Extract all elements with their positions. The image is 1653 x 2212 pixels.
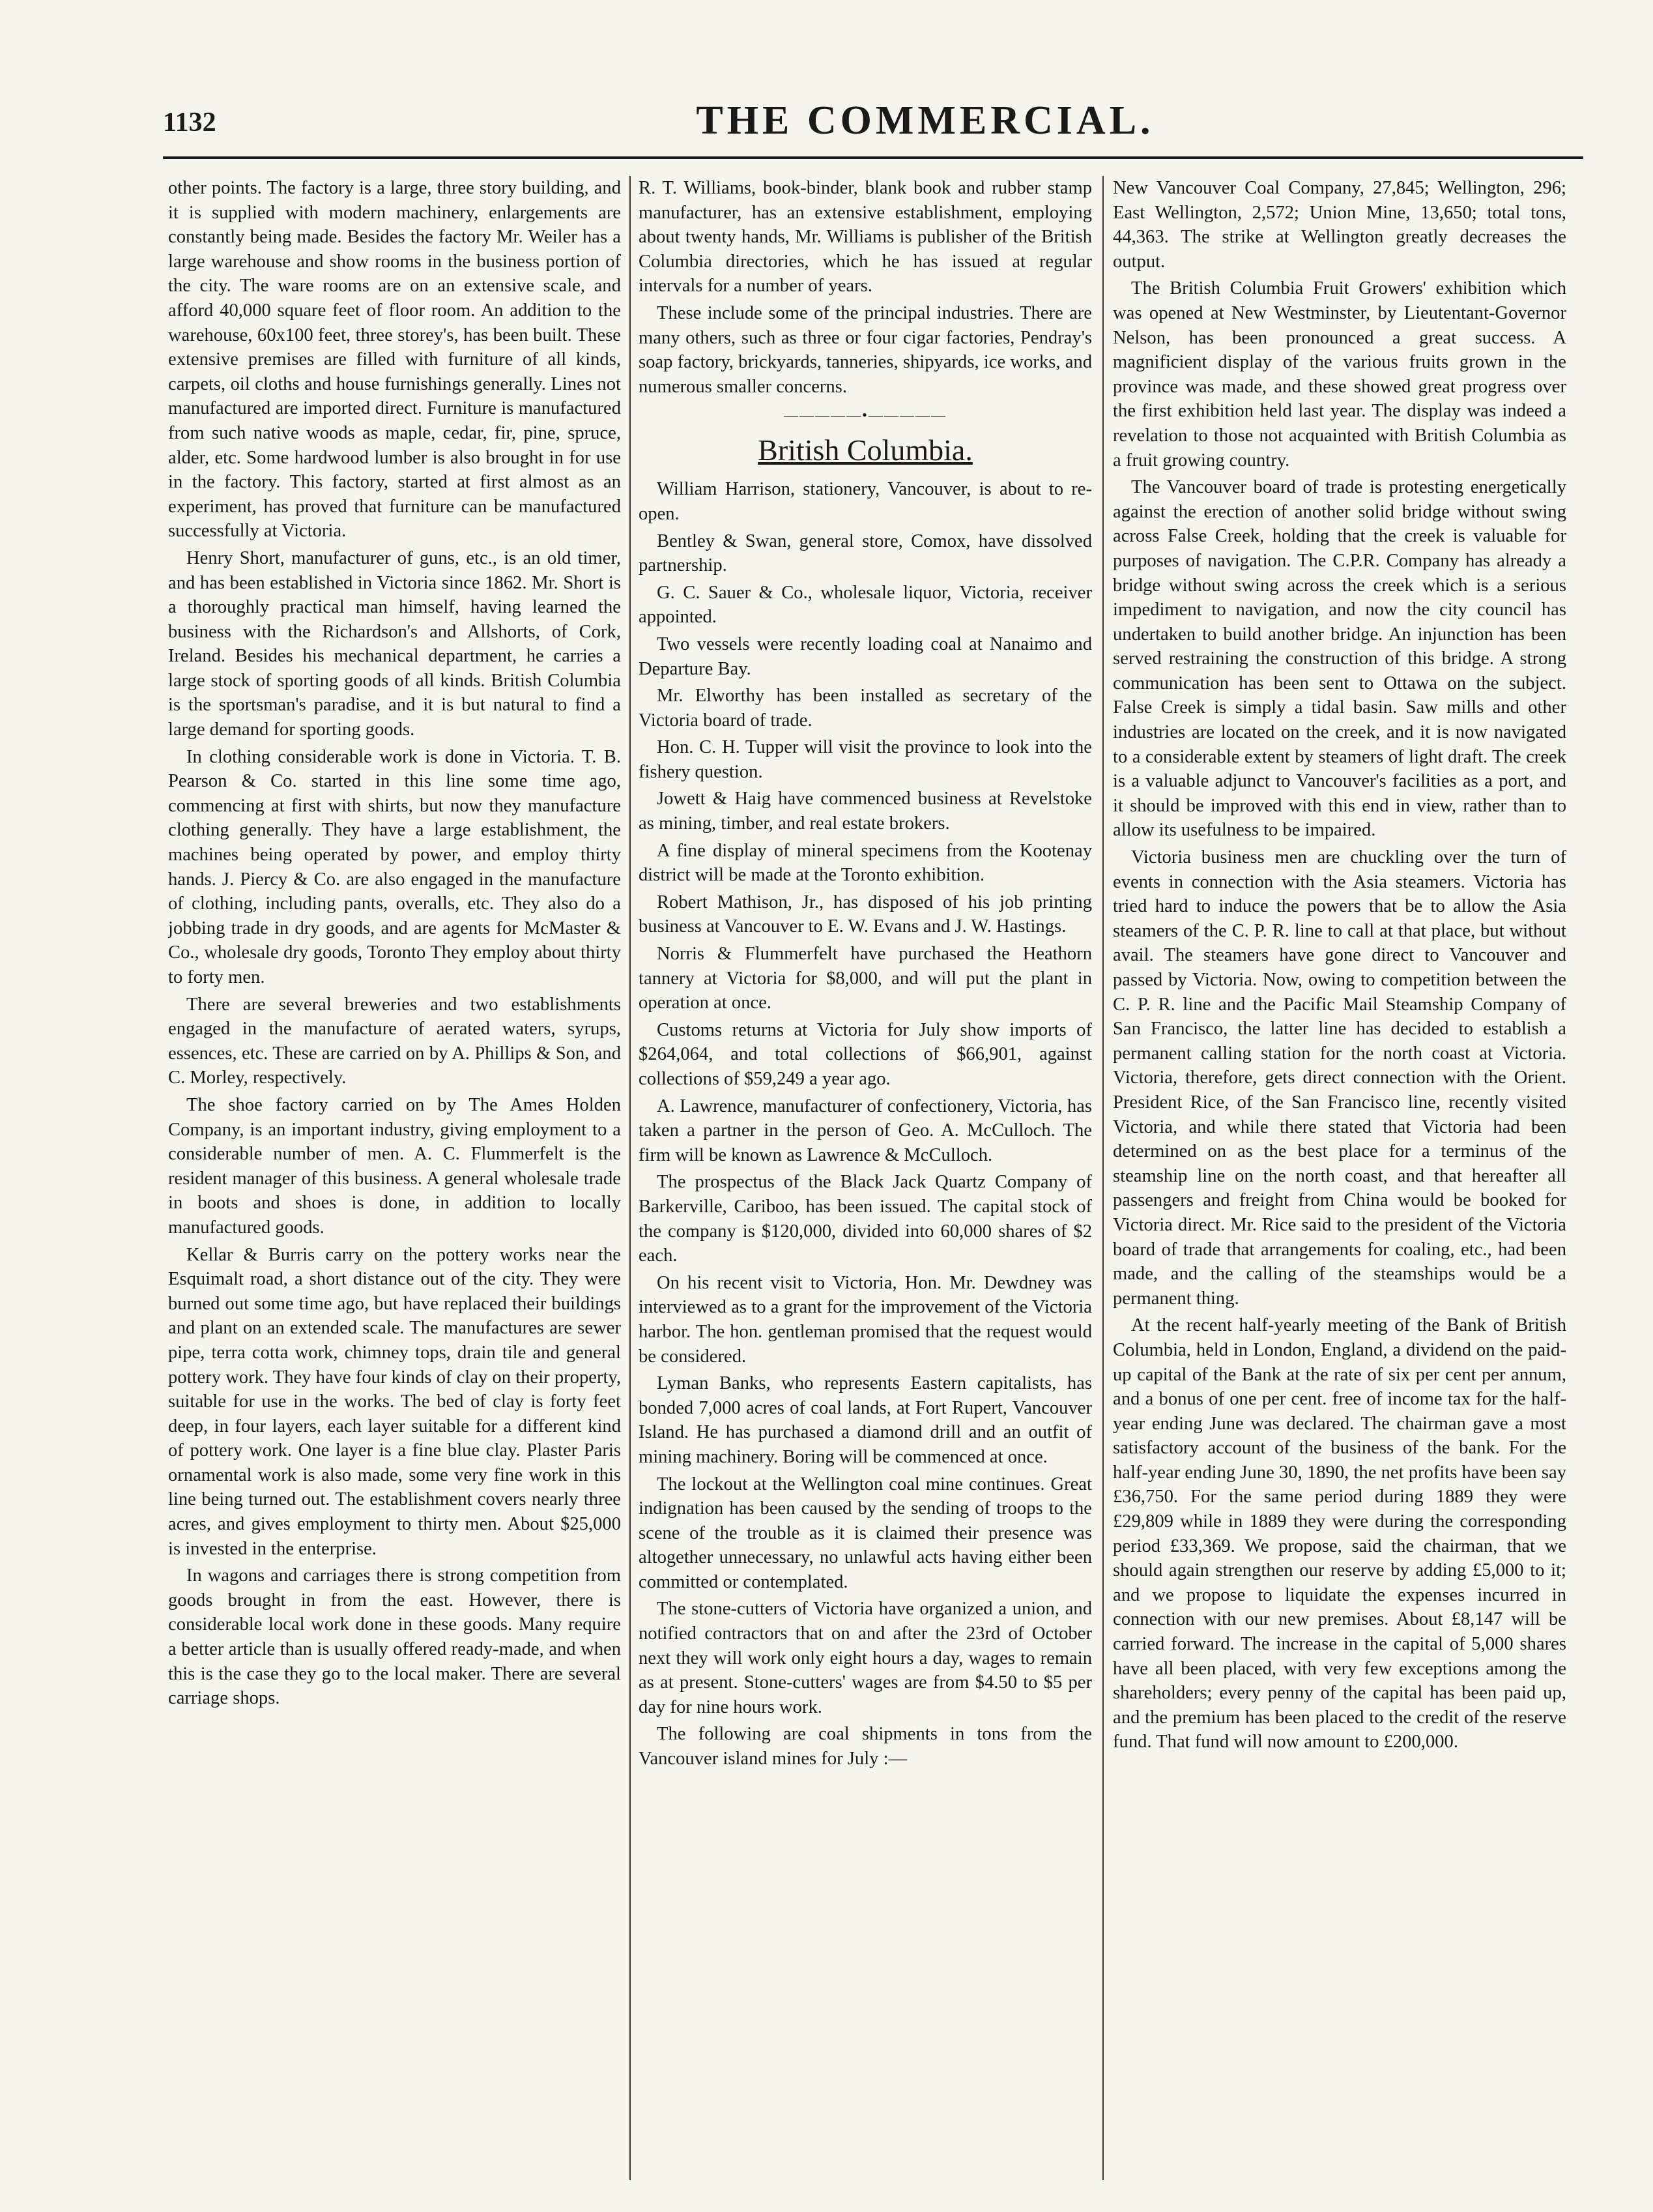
news-item: Norris & Flummerfelt have purchased the Heathorn tannery at Victoria for $8,000, and will put the plant in operation at once. <box>639 944 1092 1013</box>
section-ornament: —————•————— <box>784 407 947 424</box>
news-item: Bentley & Swan, general store, Comox, have dissolved partnership. <box>639 531 1092 576</box>
header-rule <box>163 156 1583 159</box>
news-item: Robert Mathison, Jr., has disposed of his job printing business at Vancouver to E. W. Evans and J. W. Hastings. <box>639 892 1092 937</box>
news-item: Hon. C. H. Tupper will visit the province to look into the fishery question. <box>639 737 1092 782</box>
paragraph: At the recent half-yearly meeting of the Bank of British Columbia, held in London, England, a dividend on the paid-up capital of the Bank at the rate of six per cent per annum, and a bonus of one per cent. free of income tax for the half-year ending June was declared. The chairman gave a most satisfactory account of the business of the bank. For the half-year ending June 30, 1890, the net profits have been say £36,750. For the same period during 1889 they were £29,809 while in 1889 they were during the corresponding period £33,369. We propose, said the chairman, that we should again strengthen our reserve by adding £5,000 to it; and we propose to liquidate the expenses incurred in connection with our new premises. About £8,147 will be carried forward. The increase in the capital of 5,000 shares have all been placed, with very few exceptions among the shareholders; every penny of the capital has been paid up, and the premium has been placed to the credit of the reserve fund. That fund will now amount to £200,000. <box>1113 1315 1566 1753</box>
page-header <box>163 98 1583 150</box>
paragraph: Kellar & Burris carry on the pottery works near the Esquimalt road, a short distance out of the city. They were burned out some time ago, but have replaced their buildings and plant on an extended scale. The manufactures are sewer pipe, terra cotta work, chimney tops, drain tile and general pottery work. They have four kinds of clay on their property, suitable for use in the works. The bed of clay is forty feet deep, in four layers, each layer suitable for a different kind of pottery work. One layer is a fine blue clay. Plaster Paris ornamental work is also made, some very fine work in this line being turned out. The establishment covers nearly three acres, and gives employment to thirty men. About $25,000 is invested in the enterprise. <box>168 1244 621 1559</box>
column-right <box>1113 176 1566 2177</box>
news-item: Mr. Elworthy has been installed as secretary of the Victoria board of trade. <box>639 686 1092 731</box>
news-item: Jowett & Haig have commenced business at Revelstoke as mining, timber, and real estate brokers. <box>639 789 1092 834</box>
column-divider <box>629 176 631 2180</box>
paragraph: There are several breweries and two establishments engaged in the manufacture of aerated waters, syrups, essences, etc. These are carried on by A. Phillips & Son, and C. Morley, respectively. <box>168 994 621 1088</box>
paragraph: These include some of the principal industries. There are many others, such as three or four cigar factories, Pendray's soap factory, brickyards, tanneries, shipyards, ice works, and numerous smaller concerns. <box>639 302 1092 397</box>
paragraph: In clothing considerable work is done in Victoria. T. B. Pearson & Co. started in this line some time ago, commencing at first with shirts, but now they manufacture clothing generally. They have a large establishment, the machines being operated by power, and employ thirty hands. J. Piercy & Co. are also engaged in the manufacture of clothing, including pants, overalls, etc. They also do a jobbing trade in dry goods, and are agents for McMaster & Co., wholesale dry goods, Toronto They employ about thirty to forty men. <box>168 746 621 987</box>
paragraph: New Vancouver Coal Company, 27,845; Wellington, 296; East Wellington, 2,572; Union Mine, 13,650; total tons, 44,363. The strike at Wellington greatly decreases the output. <box>1113 178 1566 272</box>
paragraph: The shoe factory carried on by The Ames Holden Company, is an important industry, giving employment to a considerable number of men. A. C. Flummerfelt is the resident manager of this business. A general wholesale trade in boots and shoes is done, in addition to locally manufactured goods. <box>168 1094 621 1238</box>
news-item: Customs returns at Victoria for July show imports of $264,064, and total collections of $66,901, against collections of $59,249 a year ago. <box>639 1019 1092 1089</box>
news-item: On his recent visit to Victoria, Hon. Mr. Dewdney was interviewed as to a grant for the improvement of the Victoria harbor. The hon. gentleman promised that the request would be considered. <box>639 1272 1092 1367</box>
paragraph: Victoria business men are chuckling over the turn of events in connection with the Asia steamers. Victoria has tried hard to induce the powers that be to allow the Asia steamers of the C. P. R. line to call at that place, but without avail. The steamers have gone direct to Vancouver and passed by Victoria. Now, owing to competition between the C. P. R. line and the Pacific Mail Steamship Company of San Francisco, the latter line has decided to establish a permanent calling station for the north coast at Victoria. Victoria, therefore, gets direct connection with the Orient. President Rice, of the San Francisco line, recently visited Victoria, and while there stated that Victoria had been determined on as the best place for a terminus of the steamship line on the north coast, and that hereafter all passengers and freight from China would be booked for Victoria direct. Mr. Rice said to the president of the Victoria board of trade that arrangements for coaling, etc., had been made, and the calling of the steamships would be a permanent thing. <box>1113 847 1566 1309</box>
page-number: 1132 <box>163 108 216 138</box>
news-item: The lockout at the Wellington coal mine continues. Great indignation has been caused by the sending of troops to the scene of the trouble as it is claimed their presence was altogether unnecessary, no unlawful acts having either been committed or contemplated. <box>639 1474 1092 1592</box>
news-item: William Harrison, stationery, Vancouver, is about to re-open. <box>639 479 1092 524</box>
news-item: The prospectus of the Black Jack Quartz Company of Barkerville, Cariboo, has been issued. The capital stock of the company is $120,000, divided into 60,000 shares of $2 each. <box>639 1172 1092 1266</box>
news-item: Two vessels were recently loading coal at Nanaimo and Departure Bay. <box>639 633 1092 679</box>
news-item: A fine display of mineral specimens from the Kootenay district will be made at the Toronto exhibition. <box>639 840 1092 886</box>
section-heading: British Columbia. <box>758 433 973 467</box>
paragraph: other points. The factory is a large, three story building, and it is supplied with modern machinery, enlargements are constantly being made. Besides the factory Mr. Weiler has a large warehouse and show rooms in the business portion of the city. The ware rooms are on an extensive scale, and afford 40,000 square feet of floor room. An addition to the warehouse, 60x100 feet, three storey's, has been built. These extensive premises are filled with furniture of all kinds, carpets, oil cloths and house furnishings generally. Lines not manufactured are imported direct. Furniture is manufactured from such native woods as maple, cedar, fir, pine, spruce, alder, etc. Some hardwood lumber is also brought in for use in the factory. This factory, started at first almost as an experiment, has proved that furniture can be manufactured successfully at Victoria. <box>168 178 621 542</box>
paragraph: R. T. Williams, book-binder, blank book and rubber stamp manufacturer, has an extensive establishment, employing about twenty hands, Mr. Williams is publisher of the British Columbia directories, which he has issued at regular intervals for a number of years. <box>639 178 1092 297</box>
paragraph: The Vancouver board of trade is protesting energetically against the erection of another solid bridge without swing across False Creek, holding that the creek is valuable for purposes of navigation. The C.P.R. Company has already a bridge without swing across the creek which is a serious impediment to navigation, and now the city council has undertaken to build another bridge. An injunction has been served restraining the construction of this bridge. A strong communication has been sent to Ottawa on the subject. False Creek is simply a tidal basin. Saw mills and other industries are located on the creek, and it is now navigated to a considerable extent by steamers of light draft. The creek is a valuable adjunct to Vancouver's facilities as a port, and it should be improved with this end in view, rather than to allow its usefulness to be impaired. <box>1113 477 1566 841</box>
news-item: G. C. Sauer & Co., wholesale liquor, Victoria, receiver appointed. <box>639 582 1092 628</box>
news-item: A. Lawrence, manufacturer of confectionery, Victoria, has taken a partner in the person of Geo. A. McCulloch. The firm will be known as Lawrence & McCulloch. <box>639 1096 1092 1165</box>
news-item: Lyman Banks, who represents Eastern capitalists, has bonded 7,000 acres of coal lands, at Fort Rupert, Vancouver Island. He has purchased a diamond drill and an outfit of mining machinery. Boring will be commenced at once. <box>639 1373 1092 1467</box>
news-item: The stone-cutters of Victoria have organized a union, and notified contractors that on and after the 23rd of October next they will work only eight hours a day, wages to remain as at present. Stone-cutters' wages are from $4.50 to $5 per day for nine hours work. <box>639 1599 1092 1717</box>
column-left <box>168 176 621 2177</box>
masthead-title: THE COMMERCIAL. <box>696 98 1155 143</box>
column-middle <box>639 176 1092 2177</box>
column-divider <box>1102 176 1104 2180</box>
paragraph: In wagons and carriages there is strong competition from goods brought in from the east. However, there is considerable local work done in these goods. Many require a better article than is usually offered ready-made, and when this is the case they go to the local maker. There are several carriage shops. <box>168 1565 621 1709</box>
paragraph: Henry Short, manufacturer of guns, etc., is an old timer, and has been established in Victoria since 1862. Mr. Short is a thoroughly practical man himself, having learned the business with the Richardson's and Allshorts, of Cork, Ireland. Besides his mechanical department, he carries a large stock of sporting goods of all kinds. British Columbia is the sportsman's paradise, and it is but natural to find a large demand for sporting goods. <box>168 547 621 740</box>
news-item: The following are coal shipments in tons from the Vancouver island mines for July :— <box>639 1724 1092 1769</box>
paragraph: The British Columbia Fruit Growers' exhibition which was opened at New Westminster, by Lieutentant-Governor Nelson, has been pronounced a great success. A magnificient display of the various fruits grown in the province was made, and these showed great progress over the first exhibition held last year. The display was indeed a revelation to those not acquainted with British Columbia as a fruit growing country. <box>1113 278 1566 471</box>
